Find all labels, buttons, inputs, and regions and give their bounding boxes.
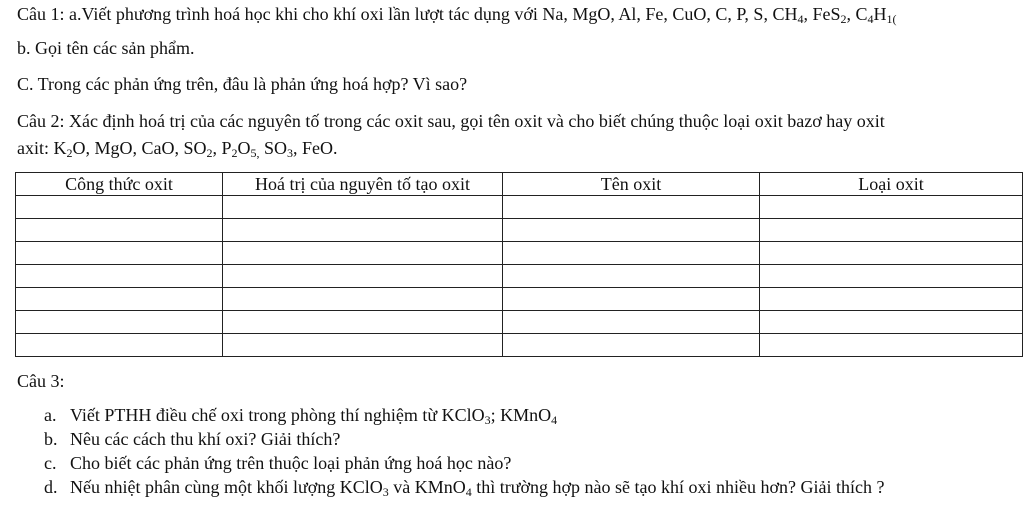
- question-3-list: [44, 404, 884, 500]
- table-row: [16, 242, 1023, 265]
- list-item: d. Nếu nhiệt phân cùng một khối lượng KClO$_3$ và KMnO$_4$ thì trường hợp nào sẽ tạo khí oxi nhiều hơn? Giải thích ?: [44, 477, 885, 499]
- table-cell: [760, 242, 1023, 265]
- header-valence: Hoá trị của nguyên tố tạo oxit: [223, 173, 503, 196]
- header-name: Tên oxit: [503, 173, 760, 196]
- question-3-title: Câu 3:: [17, 371, 65, 391]
- question-2-line1: Câu 2: Xác định hoá trị của các nguyên tố trong các oxit sau, gọi tên oxit và cho biết chúng thuộc loại oxit bazơ hay oxit: [17, 111, 885, 131]
- table-cell: [760, 334, 1023, 357]
- table-cell: [16, 265, 223, 288]
- table-cell: [16, 288, 223, 311]
- question-1c: C. Trong các phản ứng trên, đâu là phản ứng hoá hợp? Vì sao?: [17, 74, 468, 94]
- header-type: Loại oxit: [760, 173, 1023, 196]
- table-row: [16, 219, 1023, 242]
- table-cell: [223, 311, 503, 334]
- table-body: [16, 196, 1023, 357]
- table-cell: [223, 242, 503, 265]
- table-cell: [503, 288, 760, 311]
- table-cell: [760, 288, 1023, 311]
- table-row: [16, 334, 1023, 357]
- table-cell: [760, 196, 1023, 219]
- table-row: [16, 196, 1023, 219]
- table-cell: [16, 242, 223, 265]
- table-row: [16, 265, 1023, 288]
- table-cell: [760, 219, 1023, 242]
- table-cell: [503, 311, 760, 334]
- question-2-formulas: axit: $K_2O$, MgO, CaO, $SO_2$, $P_2O_{5,}$ $SO_3$, FeO.: [17, 138, 338, 160]
- table-cell: [223, 265, 503, 288]
- table-header-row: [16, 173, 1023, 196]
- list-item: c. Cho biết các phản ứng trên thuộc loại phản ứng hoá học nào?: [44, 453, 512, 473]
- header-formula: Công thức oxit: [16, 173, 223, 196]
- table-cell: [223, 219, 503, 242]
- table-cell: [16, 196, 223, 219]
- table-cell: [503, 219, 760, 242]
- table-cell: [503, 196, 760, 219]
- oxide-table: [15, 172, 1023, 357]
- table-cell: [760, 265, 1023, 288]
- list-item: a. Viết PTHH điều chế oxi trong phòng thí nghiệm từ KClO$_3$; KMnO$_4$: [44, 405, 558, 427]
- table-cell: [16, 334, 223, 357]
- table-cell: [503, 334, 760, 357]
- list-item: b. Nêu các cách thu khí oxi? Giải thích?: [44, 429, 341, 449]
- table-cell: [16, 219, 223, 242]
- table-cell: [760, 311, 1023, 334]
- question-1b: b. Gọi tên các sản phẩm.: [17, 38, 195, 58]
- table-cell: [223, 288, 503, 311]
- table-cell: [503, 242, 760, 265]
- table-cell: [16, 311, 223, 334]
- table-cell: [503, 265, 760, 288]
- table-row: [16, 311, 1023, 334]
- table-cell: [223, 334, 503, 357]
- question-1a: Câu 1: a.Viết phương trình hoá học khi cho khí oxi lần lượt tác dụng với Na, MgO, Al, Fe, CuO, C, P, S, $CH_4$, FeS$_2$, $C_4H_{1(}$: [17, 4, 897, 26]
- table-cell: [223, 196, 503, 219]
- table-row: [16, 288, 1023, 311]
